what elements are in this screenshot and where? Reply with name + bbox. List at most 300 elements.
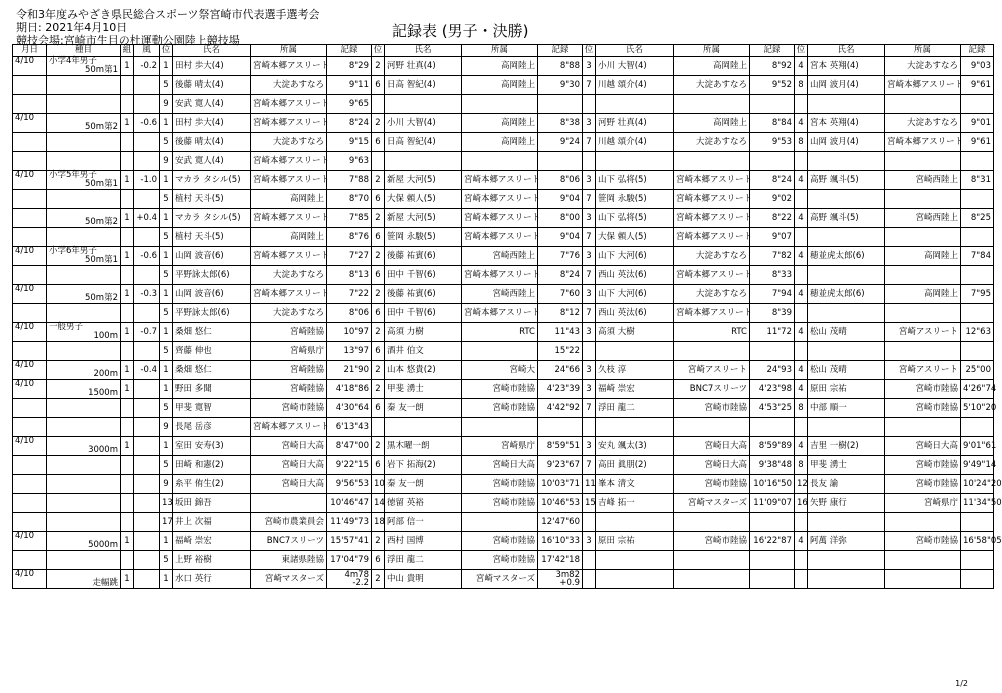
date-cell: 4/10 xyxy=(13,380,47,399)
team-cell xyxy=(674,513,750,532)
heat-cell xyxy=(121,399,134,418)
athlete-name-cell: 高田 眞朋(2) xyxy=(596,456,674,475)
place-cell: 5 xyxy=(160,456,173,475)
record-cell: 4'53"25 xyxy=(750,399,795,418)
team-cell: 宮崎市陸協 xyxy=(462,551,538,570)
record-cell: 7"84 xyxy=(961,247,994,266)
place-cell: 3 xyxy=(583,209,596,228)
event-category: 小学6年男子 xyxy=(49,246,97,256)
place-cell xyxy=(795,418,808,437)
record-cell: 8"24 xyxy=(538,266,583,285)
event-cell xyxy=(47,418,121,437)
heat-cell: 1 xyxy=(121,380,134,399)
record-cell: 4'30"64 xyxy=(327,399,372,418)
team-cell: 大淀あすなろ xyxy=(885,57,961,76)
athlete-name-cell: 笹岡 永駿(5) xyxy=(596,190,674,209)
team-cell xyxy=(674,95,750,114)
athlete-name-cell: 大保 頼人(5) xyxy=(596,228,674,247)
record-cell xyxy=(961,266,994,285)
athlete-name-cell xyxy=(808,551,885,570)
athlete-name-cell: 山岡 波月(4) xyxy=(808,133,885,152)
table-row xyxy=(13,323,994,342)
athlete-name-cell: 秦 友一朗 xyxy=(385,399,462,418)
athlete-name-cell: 黒木曜一朗 xyxy=(385,437,462,456)
event-name: 3000m xyxy=(88,445,118,455)
team-cell: 宮崎本郷アスリート xyxy=(462,228,538,247)
athlete-name-cell: 久枝 淳 xyxy=(596,361,674,380)
record-cell: 10'16"50 xyxy=(750,475,795,494)
record-cell: 9"61 xyxy=(961,76,994,95)
athlete-name-cell xyxy=(596,418,674,437)
table-row xyxy=(13,570,994,589)
athlete-name-cell: 松山 茂晴 xyxy=(808,361,885,380)
wind-cell xyxy=(134,76,160,95)
athlete-name-cell: 吉里 一樹(2) xyxy=(808,437,885,456)
team-cell: 大淀あすなろ xyxy=(674,76,750,95)
record-cell: 8"70 xyxy=(327,190,372,209)
record-cell: 9'01"61 xyxy=(961,437,994,456)
meet-name: 令和3年度みやざき県民総合スポーツ祭宮崎市代表選手選考会 xyxy=(16,8,320,21)
place-cell xyxy=(583,513,596,532)
record-cell: 25"00 xyxy=(961,361,994,380)
place-cell: 3 xyxy=(583,57,596,76)
wind-cell xyxy=(134,399,160,418)
place-cell: 9 xyxy=(160,475,173,494)
record-cell xyxy=(961,228,994,247)
team-cell: RTC xyxy=(674,323,750,342)
record-cell: 4'23"98 xyxy=(750,380,795,399)
place-cell: 2 xyxy=(372,361,385,380)
date-cell xyxy=(13,494,47,513)
record-cell: 9"02 xyxy=(750,190,795,209)
record-cell: 11'34"50 xyxy=(961,494,994,513)
place-cell: 7 xyxy=(583,456,596,475)
place-cell xyxy=(583,418,596,437)
place-cell: 3 xyxy=(583,323,596,342)
event-name: 50m第1 xyxy=(84,179,118,189)
athlete-name-cell: 後藤 晴太(4) xyxy=(173,133,251,152)
team-cell xyxy=(885,418,961,437)
table-row xyxy=(13,513,994,532)
event-cell xyxy=(47,570,121,589)
record-cell: 8"06 xyxy=(327,304,372,323)
athlete-name-cell: 宮本 英翔(4) xyxy=(808,114,885,133)
event-cell xyxy=(47,285,121,304)
place-cell: 7 xyxy=(583,190,596,209)
table-row xyxy=(13,190,994,209)
place-cell: 13 xyxy=(160,494,173,513)
heat-cell: 1 xyxy=(121,285,134,304)
place-cell: 5 xyxy=(160,76,173,95)
team-cell xyxy=(674,551,750,570)
team-cell xyxy=(885,551,961,570)
athlete-name-cell: 高野 颯斗(5) xyxy=(808,171,885,190)
athlete-name-cell: 新屋 大河(5) xyxy=(385,171,462,190)
record-cell: 9"04 xyxy=(538,228,583,247)
record-cell: 8"06 xyxy=(538,171,583,190)
place-cell: 1 xyxy=(160,285,173,304)
record-cell: 12'47"60 xyxy=(538,513,583,532)
athlete-name-cell: 山下 大河(6) xyxy=(596,247,674,266)
team-cell xyxy=(674,418,750,437)
athlete-name-cell: 安武 寛人(4) xyxy=(173,152,251,171)
place-cell xyxy=(795,95,808,114)
heat-cell xyxy=(121,418,134,437)
table-row xyxy=(13,247,994,266)
team-cell xyxy=(674,570,750,589)
athlete-name-cell: 徳留 英裕 xyxy=(385,494,462,513)
athlete-name-cell: 上野 裕樹 xyxy=(173,551,251,570)
place-cell: 7 xyxy=(583,76,596,95)
record-cell: 11'09"07 xyxy=(750,494,795,513)
wind-cell: -1.0 xyxy=(134,171,160,190)
place-cell: 5 xyxy=(160,266,173,285)
column-header: 所属 xyxy=(674,45,750,57)
event-cell xyxy=(47,361,121,380)
event-cell xyxy=(47,95,121,114)
team-cell: 宮崎本郷アスリート xyxy=(251,171,327,190)
place-cell: 3 xyxy=(583,361,596,380)
team-cell: 宮崎本郷アスリート xyxy=(462,209,538,228)
team-cell: 宮崎マスターズ xyxy=(462,570,538,589)
team-cell xyxy=(885,152,961,171)
heat-cell xyxy=(121,456,134,475)
wind-cell xyxy=(134,475,160,494)
athlete-name-cell: 桑畑 悠仁 xyxy=(173,361,251,380)
athlete-name-cell: 原田 宗祐 xyxy=(808,380,885,399)
team-cell xyxy=(885,228,961,247)
event-cell xyxy=(47,190,121,209)
record-cell: 9"53 xyxy=(750,133,795,152)
column-header: 氏名 xyxy=(808,45,885,57)
heat-cell: 1 xyxy=(121,437,134,456)
place-cell: 4 xyxy=(795,361,808,380)
place-cell: 4 xyxy=(795,171,808,190)
heat-cell: 1 xyxy=(121,209,134,228)
athlete-name-cell xyxy=(808,152,885,171)
place-cell: 6 xyxy=(372,228,385,247)
date-cell: 4/10 xyxy=(13,57,47,76)
record-cell: 16'10"33 xyxy=(538,532,583,551)
table-row xyxy=(13,418,994,437)
event-cell xyxy=(47,532,121,551)
place-cell xyxy=(795,228,808,247)
heat-cell xyxy=(121,133,134,152)
table-row xyxy=(13,152,994,171)
athlete-name-cell: 穂並虎太郎(6) xyxy=(808,285,885,304)
record-cell: 24"66 xyxy=(538,361,583,380)
athlete-name-cell xyxy=(385,152,462,171)
place-cell: 12 xyxy=(795,475,808,494)
place-cell: 3 xyxy=(583,437,596,456)
athlete-name-cell: 笹岡 永駿(5) xyxy=(385,228,462,247)
place-cell: 4 xyxy=(795,114,808,133)
record-cell: 7"76 xyxy=(538,247,583,266)
table-row xyxy=(13,456,994,475)
heat-cell xyxy=(121,228,134,247)
record-cell xyxy=(538,95,583,114)
place-cell: 5 xyxy=(160,551,173,570)
athlete-name-cell: 後藤 祐賓(6) xyxy=(385,285,462,304)
date-cell xyxy=(13,399,47,418)
team-cell: 宮崎本郷アスリート xyxy=(251,418,327,437)
column-header: 氏名 xyxy=(385,45,462,57)
athlete-name-cell: 高野 颯斗(5) xyxy=(808,209,885,228)
athlete-name-cell: 高須 大樹 xyxy=(596,323,674,342)
record-cell xyxy=(961,95,994,114)
place-cell: 18 xyxy=(372,513,385,532)
team-cell: 宮崎アスリート xyxy=(674,361,750,380)
team-cell: 宮崎市陸協 xyxy=(885,475,961,494)
team-cell xyxy=(674,342,750,361)
team-cell: 宮崎日大高 xyxy=(674,437,750,456)
place-cell: 2 xyxy=(372,570,385,589)
athlete-name-cell: 田中 千智(6) xyxy=(385,304,462,323)
athlete-name-cell: マカラ タシル(5) xyxy=(173,171,251,190)
athlete-name-cell xyxy=(808,228,885,247)
wind-cell: -0.6 xyxy=(134,247,160,266)
event-cell xyxy=(47,228,121,247)
athlete-name-cell: 田中 千智(6) xyxy=(385,266,462,285)
athlete-name-cell: 日高 智紀(4) xyxy=(385,76,462,95)
place-cell: 6 xyxy=(372,342,385,361)
table-row xyxy=(13,475,994,494)
place-cell: 6 xyxy=(372,133,385,152)
place-cell xyxy=(795,266,808,285)
place-cell: 2 xyxy=(372,380,385,399)
team-cell: 宮崎本郷アスリート xyxy=(462,190,538,209)
record-cell: 5'10"20 xyxy=(961,399,994,418)
record-cell: 10"97 xyxy=(327,323,372,342)
record-cell: 4'26"74 xyxy=(961,380,994,399)
team-cell: BNC7スリーツ xyxy=(251,532,327,551)
record-cell: 8"24 xyxy=(327,114,372,133)
record-cell: 7"22 xyxy=(327,285,372,304)
column-header: 組 xyxy=(121,45,134,57)
heat-cell: 1 xyxy=(121,114,134,133)
athlete-name-cell: 原田 宗祐 xyxy=(596,532,674,551)
place-cell: 1 xyxy=(160,437,173,456)
record-cell: 4'18"86 xyxy=(327,380,372,399)
heat-cell xyxy=(121,513,134,532)
athlete-name-cell xyxy=(596,570,674,589)
date-cell: 4/10 xyxy=(13,247,47,266)
athlete-name-cell: 山下 弘将(5) xyxy=(596,171,674,190)
wind-cell xyxy=(134,380,160,399)
team-cell: 宮崎日大高 xyxy=(462,456,538,475)
record-cell: 15"22 xyxy=(538,342,583,361)
column-header: 所属 xyxy=(885,45,961,57)
place-cell: 2 xyxy=(372,323,385,342)
team-cell: 宮崎本郷アスリート xyxy=(674,228,750,247)
date-cell: 4/10 xyxy=(13,437,47,456)
place-cell: 3 xyxy=(583,380,596,399)
team-cell: 宮崎市陸協 xyxy=(885,456,961,475)
athlete-name-cell: 峯本 清文 xyxy=(596,475,674,494)
record-cell: 9"63 xyxy=(327,152,372,171)
athlete-name-cell: 植村 天斗(5) xyxy=(173,228,251,247)
record-cell xyxy=(750,418,795,437)
record-cell: 9"65 xyxy=(327,95,372,114)
event-cell xyxy=(47,437,121,456)
place-cell: 2 xyxy=(372,209,385,228)
team-cell xyxy=(462,342,538,361)
place-cell xyxy=(795,513,808,532)
place-cell: 7 xyxy=(583,399,596,418)
athlete-name-cell: 甲斐 寛智 xyxy=(173,399,251,418)
wind-cell xyxy=(134,513,160,532)
team-cell: 宮崎日大高 xyxy=(674,456,750,475)
wind-cell xyxy=(134,570,160,589)
team-cell: 高岡陸上 xyxy=(462,76,538,95)
table-row xyxy=(13,399,994,418)
record-cell xyxy=(538,152,583,171)
record-cell: 9"61 xyxy=(961,133,994,152)
event-category: 小学5年男子 xyxy=(49,170,97,180)
event-cell xyxy=(47,133,121,152)
athlete-name-cell: 小川 大智(4) xyxy=(596,57,674,76)
athlete-name-cell: 浮田 龍二 xyxy=(385,551,462,570)
team-cell: 宮崎本郷アスリート xyxy=(674,209,750,228)
place-cell: 1 xyxy=(160,247,173,266)
team-cell: 宮崎日大高 xyxy=(251,456,327,475)
team-cell: 高岡陸上 xyxy=(251,190,327,209)
athlete-name-cell xyxy=(808,95,885,114)
athlete-name-cell: 小川 大智(4) xyxy=(385,114,462,133)
place-cell: 5 xyxy=(160,399,173,418)
wind-cell xyxy=(134,551,160,570)
record-cell: 8"25 xyxy=(961,209,994,228)
team-cell: 大淀あすなろ xyxy=(251,304,327,323)
place-cell: 3 xyxy=(583,171,596,190)
athlete-name-cell: 山岡 波音(6) xyxy=(173,285,251,304)
team-cell: 宮崎市陸協 xyxy=(674,475,750,494)
record-cell: 8"22 xyxy=(750,209,795,228)
place-cell: 6 xyxy=(372,456,385,475)
record-cell: 8'59"51 xyxy=(538,437,583,456)
place-cell: 9 xyxy=(160,418,173,437)
place-cell: 6 xyxy=(372,76,385,95)
athlete-name-cell: 穂並虎太郎(6) xyxy=(808,247,885,266)
date-cell xyxy=(13,133,47,152)
team-cell: 高岡陸上 xyxy=(885,285,961,304)
team-cell: 高岡陸上 xyxy=(462,57,538,76)
record-cell: 17'04"79 xyxy=(327,551,372,570)
place-cell xyxy=(372,95,385,114)
date-cell: 4/10 xyxy=(13,114,47,133)
record-cell: 8"92 xyxy=(750,57,795,76)
team-cell: 東諸県陸協 xyxy=(251,551,327,570)
athlete-name-cell xyxy=(596,342,674,361)
record-cell: 24"93 xyxy=(750,361,795,380)
team-cell xyxy=(885,266,961,285)
record-cell: 8"12 xyxy=(538,304,583,323)
record-cell: 16'58"05 xyxy=(961,532,994,551)
athlete-name-cell: 福崎 崇宏 xyxy=(173,532,251,551)
team-cell: 宮崎県庁 xyxy=(885,494,961,513)
date-cell xyxy=(13,152,47,171)
record-cell: 8"29 xyxy=(327,57,372,76)
column-header: 記録 xyxy=(538,45,583,57)
wind-cell xyxy=(134,437,160,456)
table-row xyxy=(13,304,994,323)
athlete-name-cell: 長友 諭 xyxy=(808,475,885,494)
team-cell: BNC7スリーツ xyxy=(674,380,750,399)
record-cell: 11"43 xyxy=(538,323,583,342)
record-cell: 7"27 xyxy=(327,247,372,266)
record-part: -2.2 xyxy=(352,578,369,588)
athlete-name-cell: 水口 英行 xyxy=(173,570,251,589)
date-cell xyxy=(13,95,47,114)
place-cell: 3 xyxy=(583,247,596,266)
event-name: 走幅跳 xyxy=(92,578,118,588)
team-cell: 宮崎本郷アスリート xyxy=(674,304,750,323)
athlete-name-cell: 河野 壮真(4) xyxy=(385,57,462,76)
column-header: 記録 xyxy=(961,45,994,57)
record-cell: 8"76 xyxy=(327,228,372,247)
place-cell xyxy=(372,152,385,171)
team-cell: 宮崎本郷アスリート xyxy=(674,266,750,285)
place-cell: 9 xyxy=(160,152,173,171)
place-cell: 1 xyxy=(160,532,173,551)
athlete-name-cell xyxy=(808,418,885,437)
date-cell xyxy=(13,513,47,532)
record-cell: 15'57"41 xyxy=(327,532,372,551)
athlete-name-cell: 平野詠太郎(6) xyxy=(173,266,251,285)
wind-cell xyxy=(134,266,160,285)
heat-cell xyxy=(121,190,134,209)
athlete-name-cell: 室田 安寿(3) xyxy=(173,437,251,456)
event-cell xyxy=(47,304,121,323)
athlete-name-cell: 糸平 侑生(2) xyxy=(173,475,251,494)
event-cell xyxy=(47,399,121,418)
place-cell xyxy=(583,551,596,570)
record-cell: 9'23"67 xyxy=(538,456,583,475)
place-cell xyxy=(795,190,808,209)
team-cell: 宮崎本郷アスリート xyxy=(251,57,327,76)
athlete-name-cell: 山岡 波音(6) xyxy=(173,247,251,266)
athlete-name-cell: 大保 頼人(5) xyxy=(385,190,462,209)
record-cell: 11"72 xyxy=(750,323,795,342)
athlete-name-cell: 坂田 錦吾 xyxy=(173,494,251,513)
team-cell: 宮崎アスリート xyxy=(885,323,961,342)
athlete-name-cell xyxy=(385,95,462,114)
place-cell: 4 xyxy=(795,437,808,456)
table-row xyxy=(13,532,994,551)
page-title: 記録表 (男子・決勝) xyxy=(392,22,529,40)
place-cell: 8 xyxy=(795,76,808,95)
record-cell: 7"60 xyxy=(538,285,583,304)
place-cell: 8 xyxy=(795,456,808,475)
team-cell xyxy=(674,152,750,171)
athlete-name-cell: 浮田 龍二 xyxy=(596,399,674,418)
athlete-name-cell: 田崎 和憲(2) xyxy=(173,456,251,475)
place-cell: 1 xyxy=(160,171,173,190)
date-cell xyxy=(13,456,47,475)
place-cell: 16 xyxy=(795,494,808,513)
place-cell xyxy=(583,152,596,171)
team-cell: 宮崎西陸上 xyxy=(885,209,961,228)
place-cell xyxy=(583,570,596,589)
record-cell: 8'59"89 xyxy=(750,437,795,456)
record-part: +0.9 xyxy=(559,578,580,588)
table-row xyxy=(13,228,994,247)
record-cell: 21"90 xyxy=(327,361,372,380)
record-cell: 11'49"73 xyxy=(327,513,372,532)
event-cell xyxy=(47,342,121,361)
heat-cell: 1 xyxy=(121,361,134,380)
place-cell: 3 xyxy=(583,114,596,133)
